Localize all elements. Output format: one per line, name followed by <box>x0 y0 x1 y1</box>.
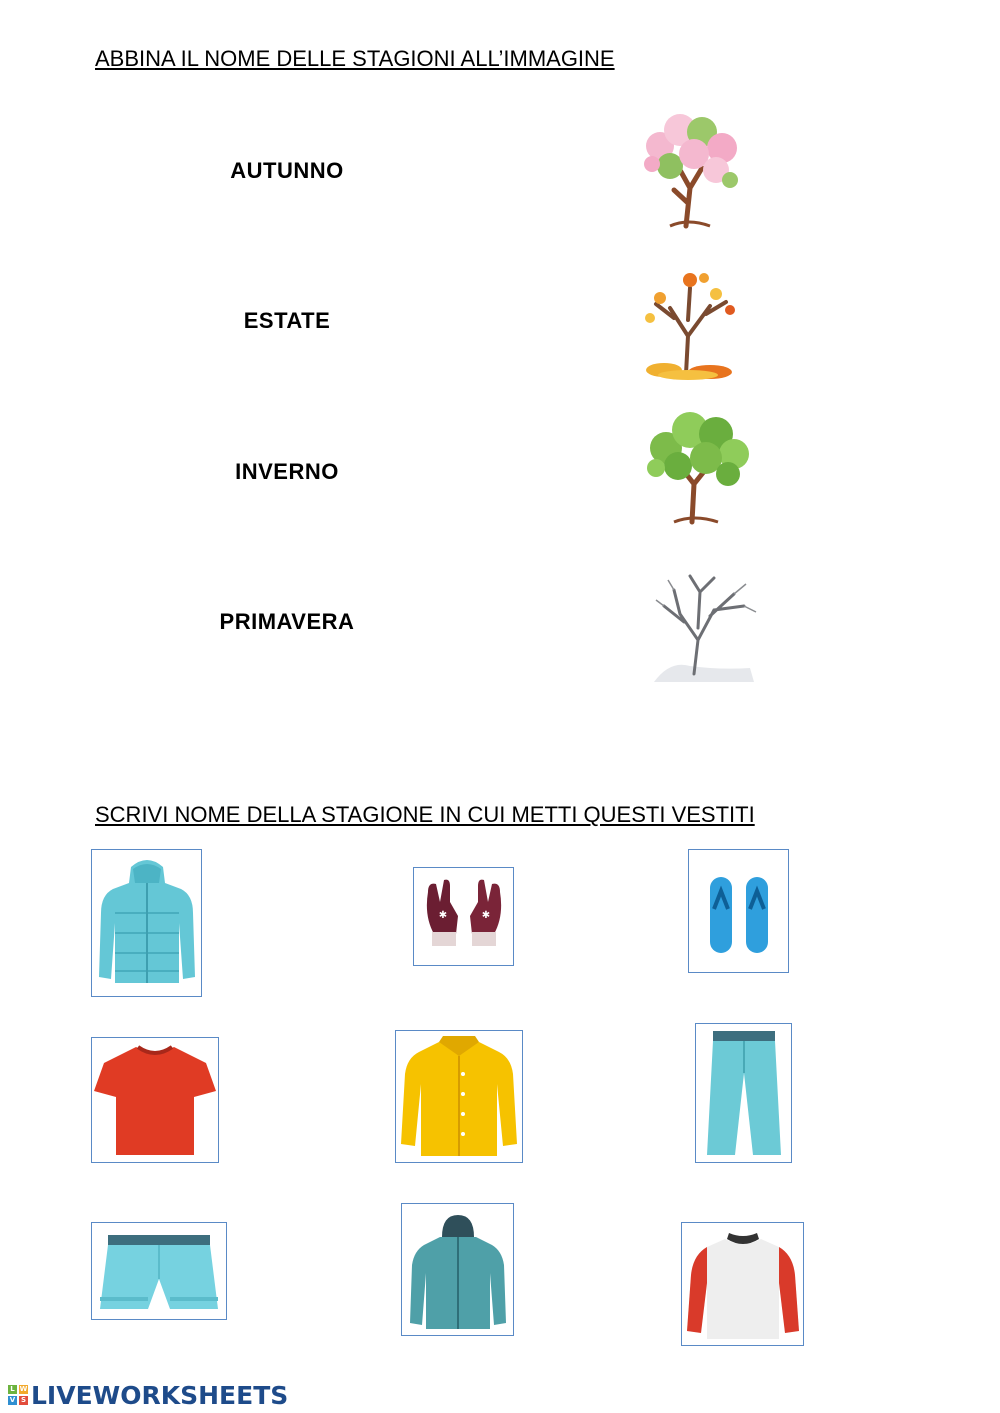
clothes-card-long-sleeve-shirt[interactable] <box>681 1222 804 1346</box>
clothes-card-puffer-jacket[interactable] <box>91 849 202 997</box>
tshirt-icon <box>94 1041 216 1159</box>
matching-heading: ABBINA IL NOME DELLE STAGIONI ALL’IMMAGINE <box>95 46 615 71</box>
jeans-icon <box>699 1027 789 1159</box>
clothes-card-yellow-shirt[interactable] <box>395 1030 523 1163</box>
shorts-icon <box>94 1225 224 1317</box>
clothes-card-flip-flops[interactable] <box>688 849 789 973</box>
summer-green-tree-icon <box>636 408 758 526</box>
footer-brand: LIVEWORKSHEETS <box>31 1380 289 1410</box>
long-sleeve-shirt-icon <box>685 1225 801 1343</box>
logo-grid-icon <box>8 1385 28 1405</box>
logo-cell: L <box>8 1385 17 1394</box>
logo-cell: S <box>20 1396 27 1404</box>
clothes-card-tshirt[interactable] <box>91 1037 219 1163</box>
clothes-heading: SCRIVI NOME DELLA STAGIONE IN CUI METTI QUESTI VESTITI <box>95 802 755 827</box>
logo-cell: V <box>9 1396 16 1404</box>
liveworksheets-logo <box>8 1380 288 1410</box>
clothes-card-shorts[interactable] <box>91 1222 227 1320</box>
spring-blossom-tree-icon <box>630 108 750 230</box>
hooded-jacket-icon <box>406 1207 510 1333</box>
clothes-card-hooded-jacket[interactable] <box>401 1203 514 1336</box>
svg-text:✱: ✱ <box>481 909 490 921</box>
season-label-inverno: INVERNO <box>235 459 339 484</box>
clothes-card-jeans[interactable] <box>695 1023 792 1163</box>
logo-cell: W <box>19 1385 28 1393</box>
gloves-icon <box>418 872 510 962</box>
clothes-card-gloves[interactable] <box>413 867 514 966</box>
autumn-tree-icon <box>630 258 750 382</box>
season-label-primavera: PRIMAVERA <box>219 609 355 634</box>
winter-bare-tree-icon <box>650 570 762 684</box>
season-label-estate: ESTATE <box>243 308 331 333</box>
puffer-jacket-icon <box>95 853 199 993</box>
season-label-autunno: AUTUNNO <box>230 158 344 183</box>
yellow-shirt-icon <box>399 1034 519 1160</box>
flip-flops-icon <box>694 853 784 969</box>
svg-text:✱: ✱ <box>438 909 447 921</box>
